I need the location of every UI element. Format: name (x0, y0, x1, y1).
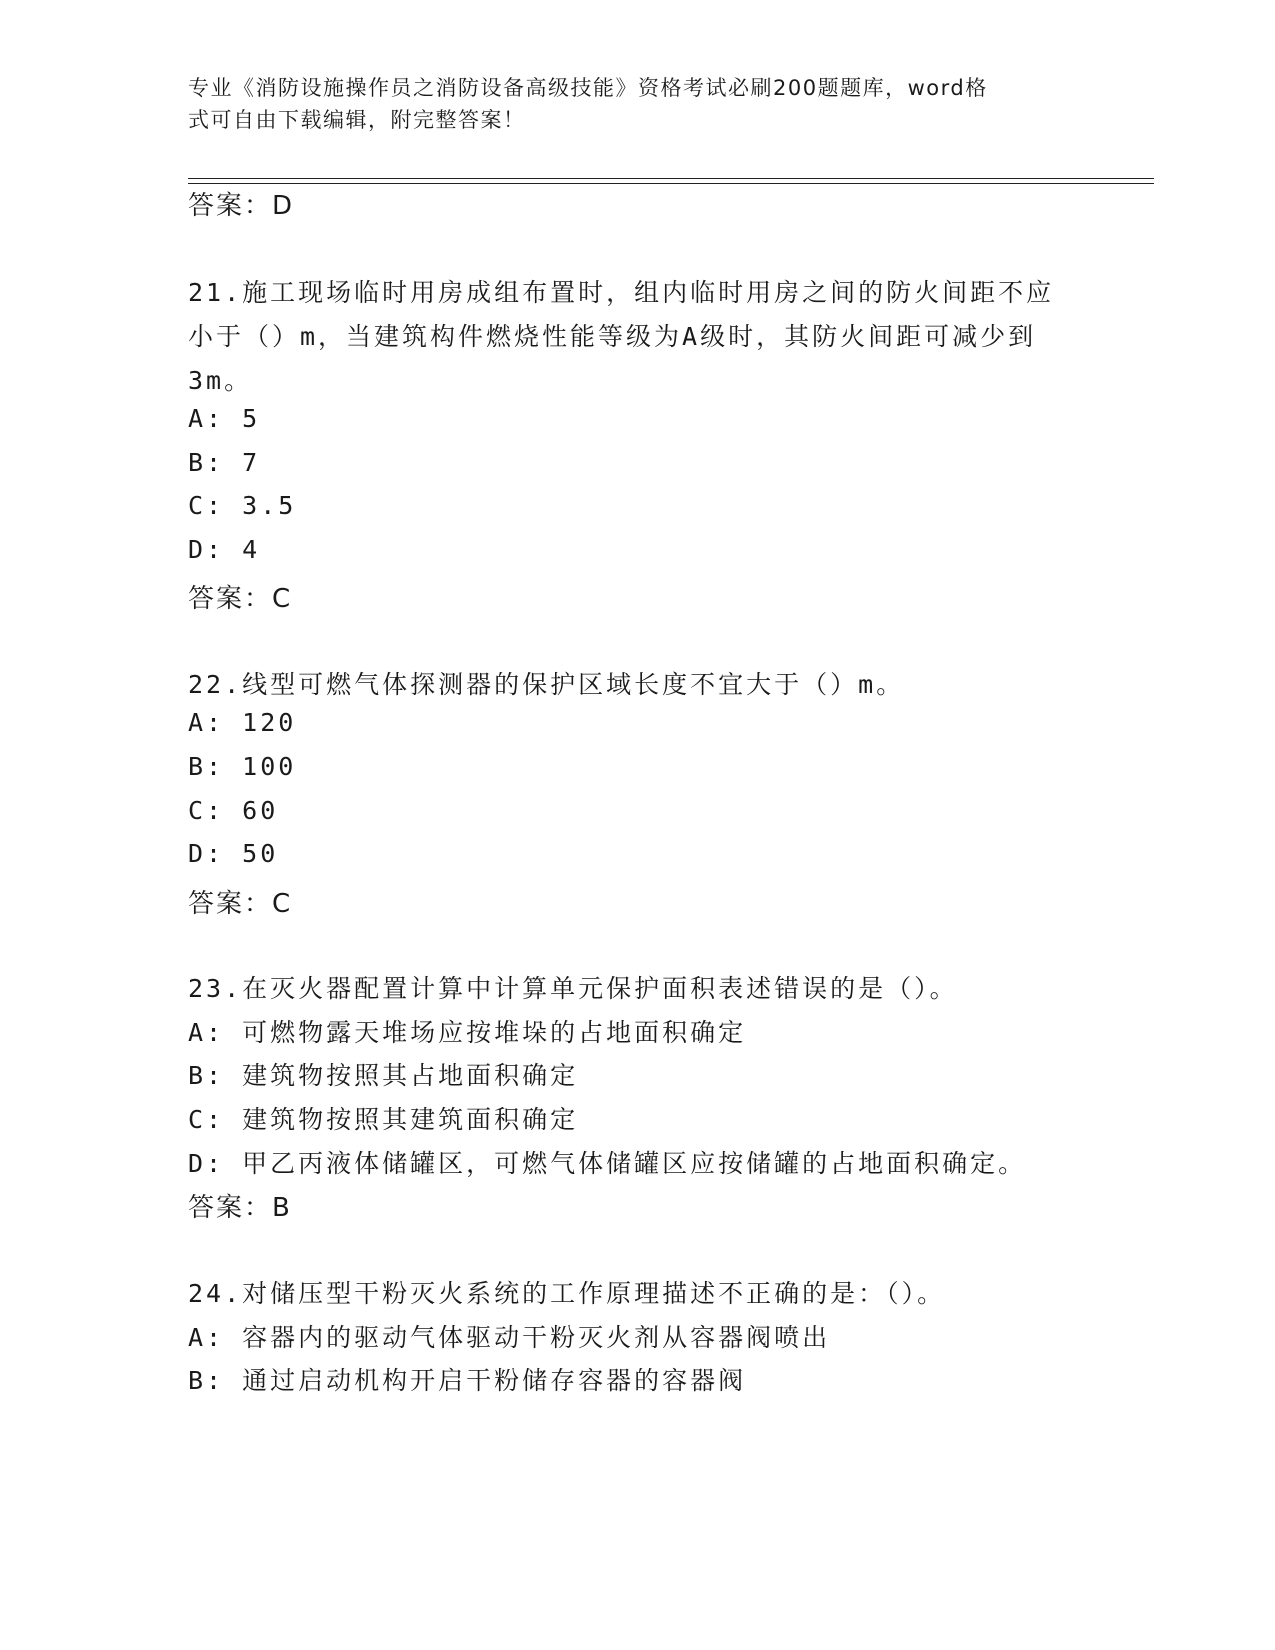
question-21-option-b: B: 7 (188, 448, 261, 477)
question-21-option-c: C: 3.5 (188, 491, 297, 520)
question-21-option-d: D: 4 (188, 535, 261, 564)
question-22-option-a: A: 120 (188, 708, 297, 737)
question-22-answer: 答案：C (188, 889, 293, 919)
question-21-text-line-1: 21.施工现场临时用房成组布置时，组内临时用房之间的防火间距不应 (188, 278, 1055, 307)
question-24-text-line-1: 24.对储压型干粉灭火系统的工作原理描述不正确的是：（）。 (188, 1279, 946, 1308)
question-23-option-b: B: 建筑物按照其占地面积确定 (188, 1061, 579, 1090)
header-divider-bottom (188, 183, 1154, 184)
question-23-text-line-1: 23.在灭火器配置计算中计算单元保护面积表述错误的是（）。 (188, 974, 958, 1003)
question-21-answer: 答案：C (188, 584, 293, 614)
question-22-option-c: C: 60 (188, 796, 279, 825)
header-line-1: 专业《消防设施操作员之消防设备高级技能》资格考试必刷200题题库，word格 (188, 76, 988, 100)
question-21-option-a: A: 5 (188, 404, 261, 433)
header-divider-top (188, 178, 1154, 179)
question-22-option-b: B: 100 (188, 752, 297, 781)
question-23-option-d: D: 甲乙丙液体储罐区，可燃气体储罐区应按储罐的占地面积确定。 (188, 1149, 1027, 1178)
document-header (188, 72, 1068, 136)
question-23-answer: 答案：B (188, 1193, 292, 1223)
question-22-text-line-1: 22.线型可燃气体探测器的保护区域长度不宜大于（）m。 (188, 670, 905, 699)
question-22-option-d: D: 50 (188, 839, 279, 868)
header-line-2: 式可自由下载编辑，附完整答案！ (188, 108, 526, 132)
question-21-text-line-2: 小于（）m，当建筑构件燃烧性能等级为A级时，其防火间距可减少到 (188, 322, 1037, 351)
question-24-option-b: B: 通过启动机构开启干粉储存容器的容器阀 (188, 1366, 747, 1395)
previous-answer: 答案：D (188, 191, 295, 221)
question-21-text-line-3: 3m。 (188, 366, 253, 395)
question-23-option-c: C: 建筑物按照其建筑面积确定 (188, 1105, 579, 1134)
question-23-option-a: A: 可燃物露天堆场应按堆垛的占地面积确定 (188, 1018, 747, 1047)
question-24-option-a: A: 容器内的驱动气体驱动干粉灭火剂从容器阀喷出 (188, 1323, 831, 1352)
